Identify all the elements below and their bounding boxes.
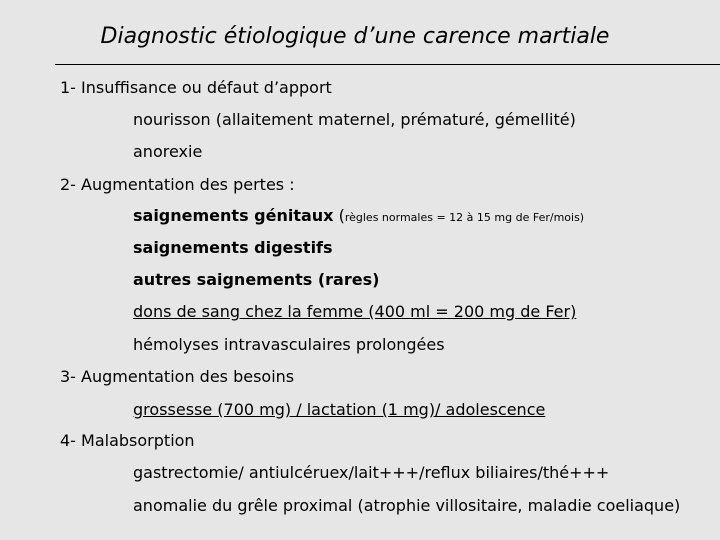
list-item: grossesse (700 mg) / lactation (1 mg)/ adolescence xyxy=(133,400,546,419)
section-heading-2: 2- Augmentation des pertes : xyxy=(60,175,295,194)
list-item: autres saignements (rares) xyxy=(133,270,380,289)
list-item: anorexie xyxy=(133,142,203,161)
list-item-note: règles normales = 12 à 15 mg de Fer/mois) xyxy=(344,211,585,224)
list-item: dons de sang chez la femme (400 ml = 200 mg de Fer) xyxy=(133,302,577,321)
list-item: hémolyses intravasculaires prolongées xyxy=(133,335,445,354)
list-item: anomalie du grêle proximal (atrophie villositaire, maladie coeliaque) xyxy=(133,496,681,515)
page-title: Diagnostic étiologique d’une carence martiale xyxy=(100,24,610,49)
section-heading-3: 3- Augmentation des besoins xyxy=(60,367,295,386)
list-item-paren: ( xyxy=(338,206,345,225)
title-divider xyxy=(55,64,720,65)
list-item: nourisson (allaitement maternel, prématuré, gémellité) xyxy=(133,110,576,129)
list-item: saignements digestifs xyxy=(133,238,333,257)
list-item: gastrectomie/ antiulcéruex/lait+++/reflux biliaires/thé+++ xyxy=(133,463,610,482)
list-item xyxy=(133,206,584,228)
section-heading-1: 1- Insuffisance ou défaut d’apport xyxy=(60,78,332,97)
list-item-main: saignements génitaux xyxy=(133,206,334,225)
section-heading-4: 4- Malabsorption xyxy=(60,431,195,450)
